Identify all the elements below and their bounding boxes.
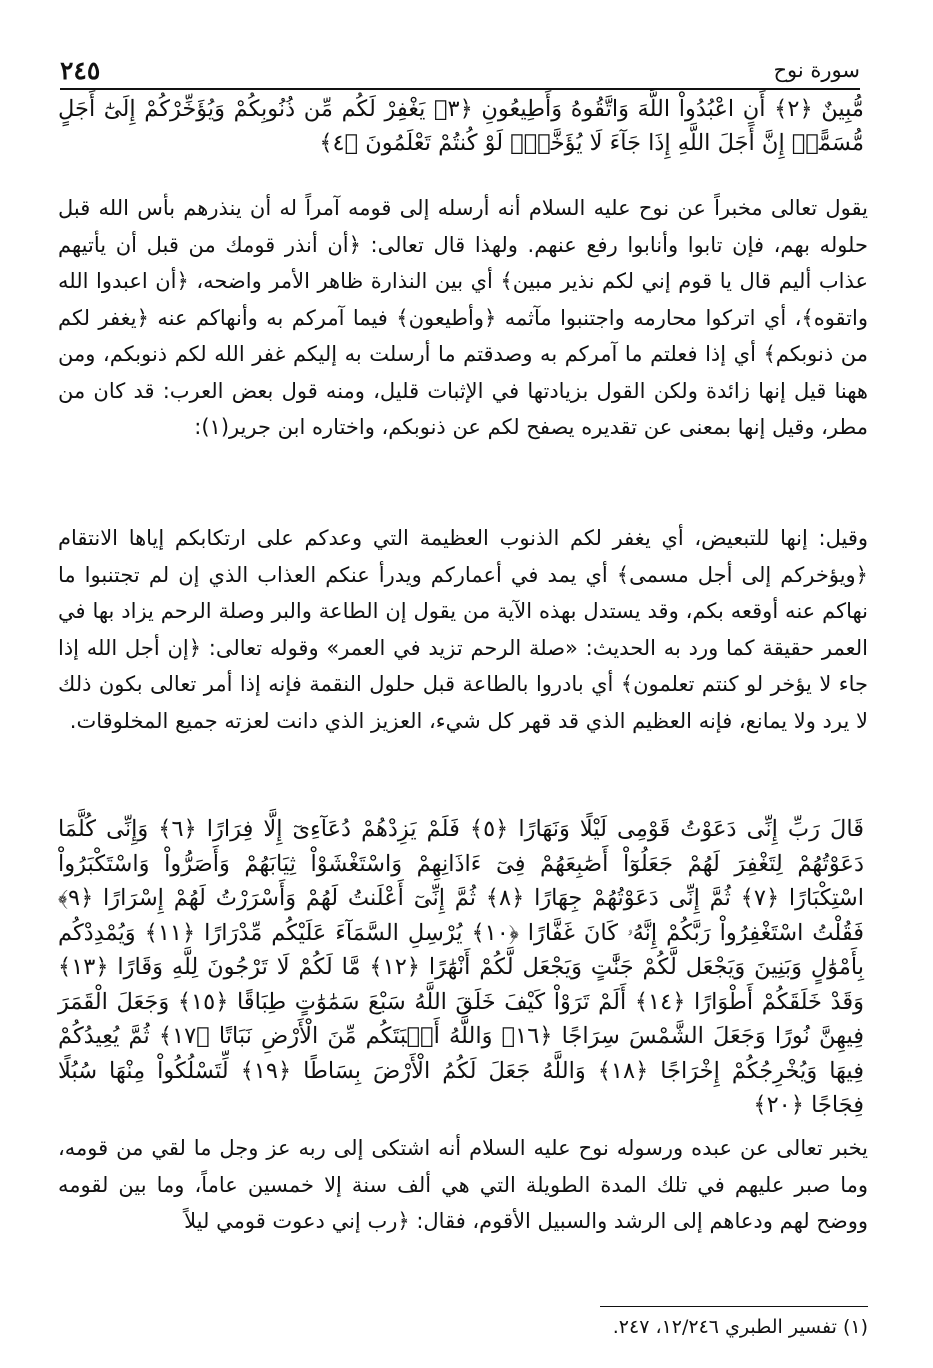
footnote-divider: [600, 1306, 868, 1307]
commentary-paragraph-3: يخبر تعالى عن عبده ورسوله نوح عليه السلام أنه اشتكى إلى ربه عز وجل ما لقي من قومه، وما صبر عليهم في تلك المدة الطويلة التي هي ألف سنة إلا خمسين عاماً، وما بين لقومه ووضح لهم ودعاهم إلى الرشد والسبيل الأقوم، فقال: ﴿رب إني دعوت قومي ليلاً: [58, 1136, 868, 1233]
quran-verses-middle: قَالَ رَبِّ إِنِّى دَعَوْتُ قَوْمِى لَيْلًا وَنَهَارًا ﴿٥﴾ فَلَمْ يَزِدْهُمْ دُعَآءِىٓ إِلَّا فِرَارًا ﴿٦﴾ وَإِنِّى كُلَّمَا دَعَوْتُهُمْ لِتَغْفِرَ لَهُمْ جَعَلُوٓاْ أَصَٰبِعَهُمْ فِىٓ ءَاذَانِهِمْ وَاسْتَغْشَوْاْ ثِيَابَهُمْ وَأَصَرُّواْ وَاسْتَكْبَرُواْ اسْتِكْبَارًا ﴿٧﴾ ثُمَّ إِنِّى دَعَوْتُهُمْ جِهَارًا ﴿٨﴾ ثُمَّ إِنِّىٓ أَعْلَنتُ لَهُمْ وَأَسْرَرْتُ لَهُمْ إِسْرَارًا ﴿٩﴾ فَقُلْتُ اسْتَغْفِرُواْ رَبَّكُمْ إِنَّهُۥ كَانَ غَفَّارًا ﴿١٠﴾ يُرْسِلِ السَّمَآءَ عَلَيْكُم مِّدْرَارًا ﴿١١﴾ وَيُمْدِدْكُم بِأَمْوَٰلٍ وَبَنِينَ وَيَجْعَل لَّكُمْ جَنَّٰتٍ وَيَجْعَل لَّكُمْ أَنْهَٰرًا ﴿١٢﴾ مَّا لَكُمْ لَا تَرْجُونَ لِلَّهِ وَقَارًا ﴿١٣﴾ وَقَدْ خَلَقَكُمْ أَطْوَارًا ﴿١٤﴾ أَلَمْ تَرَوْاْ كَيْفَ خَلَقَ اللَّهُ سَبْعَ سَمَٰوَٰتٍ طِبَاقًا ﴿١٥﴾ وَجَعَلَ الْقَمَرَ فِيهِنَّ نُورًا وَجَعَلَ الشَّمْسَ سِرَاجًا ﴿١٦﴾ وَاللَّهُ أَنۢبَتَكُم مِّنَ الْأَرْضِ نَبَاتًا ﴿١٧﴾ ثُمَّ يُعِيدُكُمْ فِيهَا وَيُخْرِجُكُمْ إِخْرَاجًا ﴿١٨﴾ وَاللَّهُ جَعَلَ لَكُمُ الْأَرْضَ بِسَاطًا ﴿١٩﴾ لِّتَسْلُكُواْ مِنْهَا سُبُلًا فِجَاجًا ﴿٢٠﴾: [58, 816, 865, 1118]
page-number: ٢٤٥: [60, 56, 101, 85]
surah-name: سورة نوح: [773, 58, 860, 82]
footnote: (١) تفسير الطبري ١٢/٢٤٦، ٢٤٧.: [612, 1316, 868, 1338]
commentary-paragraph-1: يقول تعالى مخبراً عن نوح عليه السلام أنه أرسله إلى قومه آمراً له أن ينذرهم بأس الله قبل حلوله بهم، فإن تابوا وأنابوا رفع عنهم. ولهذا قال تعالى: ﴿أن أنذر قومك من قبل أن يأتيهم عذاب أليم قال يا قوم إني لكم نذير مبين﴾ أي بين النذارة ظاهر الأمر واضحه، ﴿أن اعبدوا الله واتقوه﴾، أي اتركوا محارمه واجتنبوا مآثمه ﴿وأطيعون﴾ فيما آمركم به وأنهاكم عنه ﴿يغفر لكم من ذنوبكم﴾ أي إذا فعلتم ما آمركم به وصدقتم ما أرسلت به إليكم غفر الله لكم ذنوبكم، ومن ههنا قيل إنها زائدة ولكن القول بزيادتها في الإثبات قليل، ومنه قول بعض العرب: قد كان من مطر، وقيل إنها بمعنى عن تقديره يصفح لكم عن ذنوبكم، واختاره ابن جرير(١):: [58, 196, 868, 439]
page-header: [60, 52, 860, 90]
commentary-paragraph-2: وقيل: إنها للتبعيض، أي يغفر لكم الذنوب العظيمة التي وعدكم على ارتكابكم إياها الانتقام ﴿ويؤخركم إلى أجل مسمى﴾ أي يمد في أعماركم ويدرأ عنكم العذاب الذي إن لم تجتنبوا ما نهاكم عنه أوقعه بكم، وقد يستدل بهذه الآية من يقول إن الطاعة والبر وصلة الرحم يزاد بها في العمر حقيقة كما ورد به الحديث: «صلة الرحم تزيد في العمر» وقوله تعالى: ﴿إن أجل الله إذا جاء لا يؤخر لو كنتم تعلمون﴾ أي بادروا بالطاعة قبل حلول النقمة فإنه إذا أمر تعالى بكون ذلك لا يرد ولا يمانع، فإنه العظيم الذي قد قهر كل شيء، العزيز الذي دانت لعزته جميع المخلوقات.: [58, 526, 868, 733]
quran-verses-top: مُّبِينٌ ﴿٢﴾ أَنِ اعْبُدُواْ اللَّهَ وَاتَّقُوهُ وَأَطِيعُونِ ﴿٣﴾ يَغْفِرْ لَكُم مِّن ذُنُوبِكُمْ وَيُؤَخِّرْكُمْ إِلَىٰٓ أَجَلٍ مُّسَمًّىۚ إِنَّ أَجَلَ اللَّهِ إِذَا جَآءَ لَا يُؤَخَّرُۚ لَوْ كُنتُمْ تَعْلَمُونَ ﴿٤﴾: [58, 96, 864, 156]
